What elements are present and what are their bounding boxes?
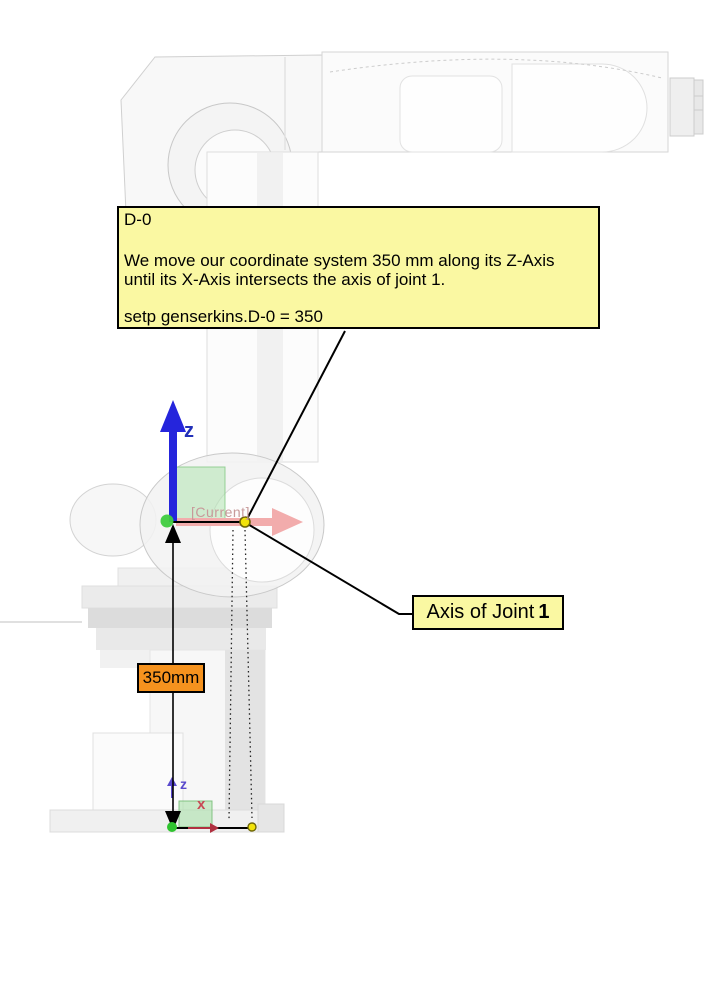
- note-body-line1: We move our coordinate system 350 mm along its Z-Axis: [124, 251, 555, 270]
- robot-pedestal-shade: [225, 650, 265, 812]
- dimension-value-label: 350mm: [137, 663, 205, 693]
- note-command: setp genserkins.D-0 = 350: [124, 307, 323, 326]
- axis-of-joint-number: 1: [538, 601, 550, 623]
- axis-of-joint-label: [412, 595, 564, 630]
- z-axis-label: z: [184, 420, 194, 442]
- frame-highlight-square-base: [179, 801, 212, 827]
- robot-base-band: [96, 628, 266, 650]
- base-z-axis-label: z: [180, 776, 187, 792]
- robot-forearm-shell-1: [400, 76, 502, 152]
- origin-marker-base: [167, 822, 177, 832]
- robot-forearm-shell-2: [512, 64, 647, 152]
- robot-wrist-ribs: [694, 80, 703, 134]
- axis-of-joint-text: Axis of Joint: [426, 601, 535, 623]
- robot-arm-rendering: [0, 52, 703, 832]
- robot-base-band: [88, 608, 272, 628]
- note-body-line2: until its X-Axis intersects the axis of joint 1.: [124, 270, 446, 289]
- robot-shoulder-cap: [210, 478, 314, 582]
- joint-axis-marker-base: [248, 823, 256, 831]
- current-frame-label: [Current]: [191, 504, 250, 520]
- robot-base-foot: [93, 733, 183, 810]
- robot-base-tab: [258, 804, 284, 832]
- note-title: D-0: [124, 210, 152, 229]
- base-x-axis-label: x: [197, 796, 206, 813]
- dh-parameter-note: [117, 206, 600, 329]
- origin-marker-top: [161, 515, 174, 528]
- robot-wrist-flange: [670, 78, 694, 136]
